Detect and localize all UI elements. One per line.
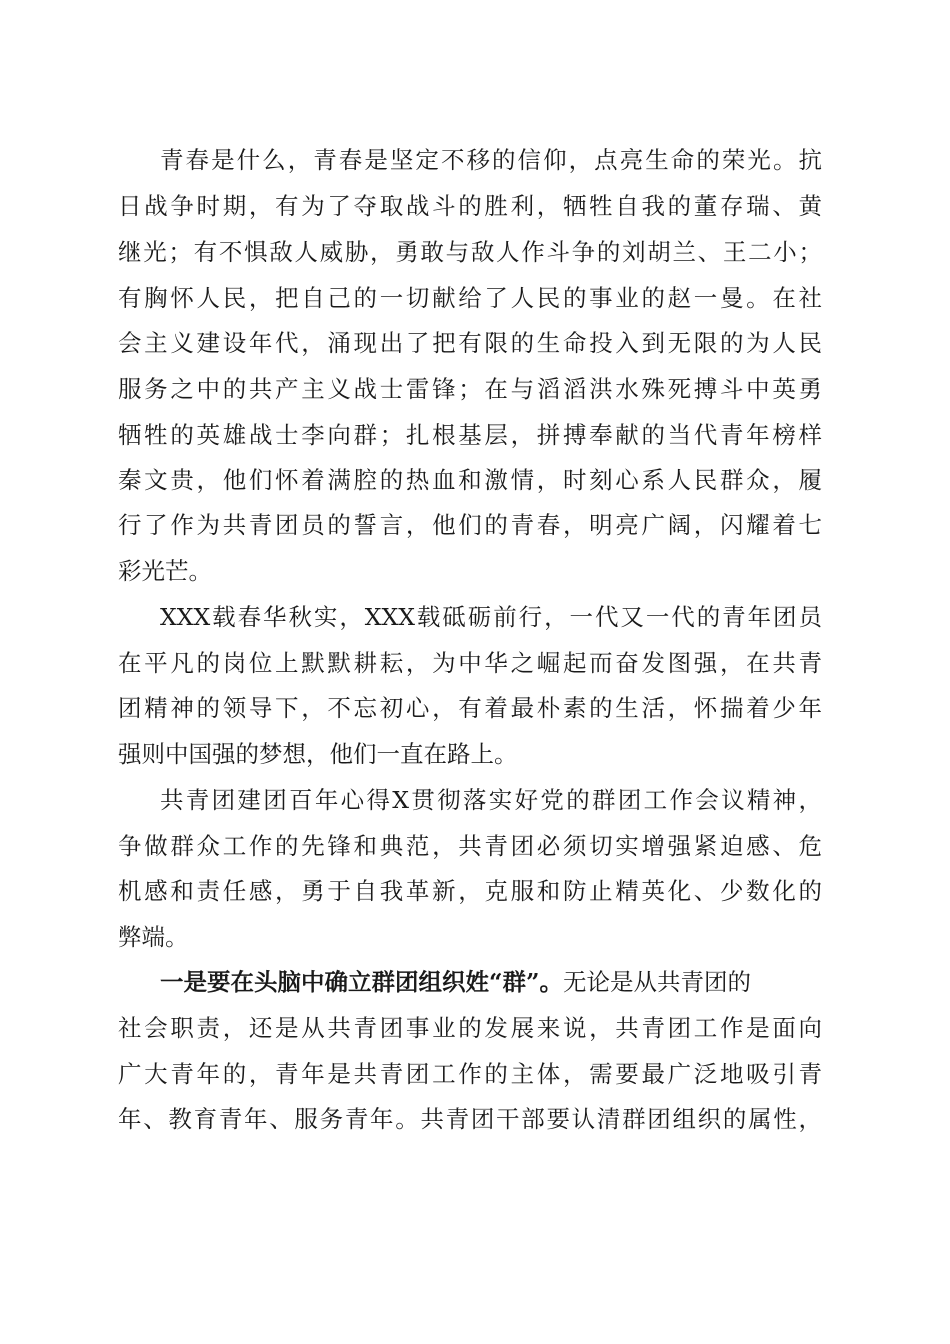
paragraph-1-line-4: 有胸怀人民，把自己的一切献给了人民的事业的赵一曼。在社 bbox=[118, 284, 822, 312]
paragraph-1-line-5: 会主义建设年代，涌现出了把有限的生命投入到无限的为人民 bbox=[118, 329, 822, 357]
paragraph-3-line-4: 弊端。 bbox=[118, 923, 189, 951]
paragraph-4-line-1 bbox=[0, 963, 950, 1001]
paragraph-3-line-1: 共青团建团百年心得X贯彻落实好党的群团工作会议精神， bbox=[160, 786, 822, 814]
paragraph-4-line-1-rest: 无论是从共青团的 bbox=[563, 968, 752, 996]
paragraph-4-lead-heading: 一是要在头脑中确立群团组织姓“群”。 bbox=[160, 968, 564, 996]
paragraph-4-line-3: 广大青年的，青年是共青团工作的主体，需要最广泛地吸引青 bbox=[118, 1060, 822, 1088]
paragraph-3-line-2: 争做群众工作的先锋和典范，共青团必须切实增强紧迫感、危 bbox=[118, 832, 822, 860]
paragraph-2-line-4: 强则中国强的梦想，他们一直在路上。 bbox=[118, 740, 518, 768]
paragraph-4-line-2: 社会职责，还是从共青团事业的发展来说，共青团工作是面向 bbox=[118, 1014, 822, 1042]
paragraph-3-line-3: 机感和责任感，勇于自我革新，克服和防止精英化、少数化的 bbox=[118, 877, 822, 905]
paragraph-2-line-3: 团精神的领导下，不忘初心，有着最朴素的生活，怀揣着少年 bbox=[118, 694, 822, 722]
paragraph-2-line-2: 在平凡的岗位上默默耕耘，为中华之崛起而奋发图强，在共青 bbox=[118, 649, 822, 677]
paragraph-1-line-2: 日战争时期，有为了夺取战斗的胜利，牺牲自我的董存瑞、黄 bbox=[118, 192, 822, 220]
paragraph-1-line-3: 继光；有不惧敌人威胁，勇敢与敌人作斗争的刘胡兰、王二小； bbox=[118, 238, 822, 266]
paragraph-1-line-6: 服务之中的共产主义战士雷锋；在与滔滔洪水殊死搏斗中英勇 bbox=[118, 375, 822, 403]
paragraph-4-line-4: 年、教育青年、服务青年。共青团干部要认清群团组织的属性， bbox=[118, 1105, 822, 1133]
paragraph-1-line-8: 秦文贵，他们怀着满腔的热血和激情，时刻心系人民群众，履 bbox=[118, 466, 822, 494]
paragraph-1-line-1: 青春是什么，青春是坚定不移的信仰，点亮生命的荣光。抗 bbox=[160, 146, 822, 174]
paragraph-2-line-1: XXX载春华秋实，XXX载砥砺前行，一代又一代的青年团员 bbox=[160, 603, 822, 631]
paragraph-1-line-10: 彩光芒。 bbox=[118, 557, 212, 585]
paragraph-1-line-9: 行了作为共青团员的誓言，他们的青春，明亮广阔，闪耀着七 bbox=[118, 511, 822, 539]
paragraph-1-line-7: 牺牲的英雄战士李向群；扎根基层，拼搏奉献的当代青年榜样 bbox=[118, 421, 822, 449]
